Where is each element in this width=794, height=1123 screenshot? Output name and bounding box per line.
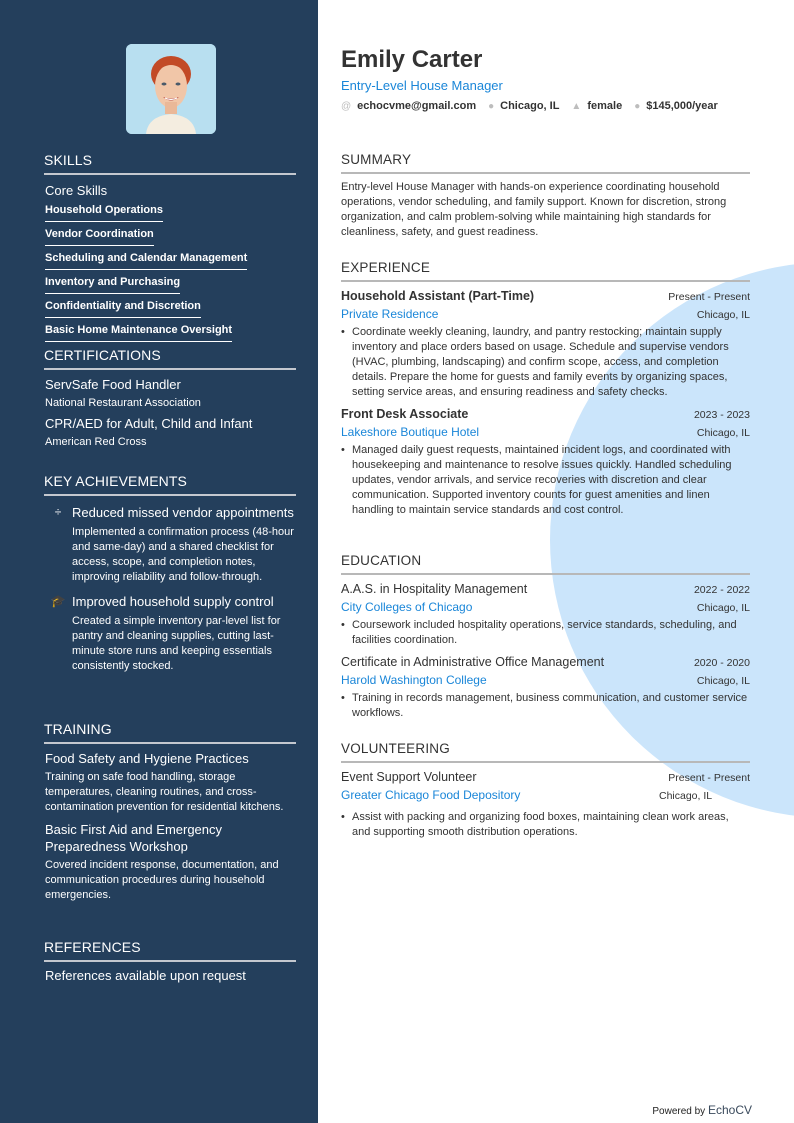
- certifications-section: [44, 347, 296, 448]
- skill-tag: Inventory and Purchasing: [45, 272, 180, 294]
- entry-title: Household Assistant (Part-Time): [341, 289, 535, 303]
- footer: [652, 1103, 752, 1117]
- candidate-name: Emily Carter: [341, 46, 483, 73]
- entry-bullet: • Coursework included hospitality operations, service standards, scheduling, and facilities coordination.: [341, 619, 737, 646]
- volunteering-section: [341, 741, 750, 840]
- skill-tag: Confidentiality and Discretion: [45, 296, 201, 318]
- contact-row: [341, 100, 730, 112]
- certification-org: National Restaurant Association: [45, 397, 201, 409]
- contact-email: echocvme@gmail.com: [357, 100, 477, 112]
- experience-heading: EXPERIENCE: [341, 260, 750, 282]
- entry-bullet: • Training in records management, business communication, and customer service workflows.: [341, 692, 748, 719]
- entry-title: A.A.S. in Hospitality Management: [341, 582, 528, 596]
- education-section: [341, 553, 750, 721]
- at-icon: @: [341, 100, 352, 112]
- achievement-item: [44, 504, 296, 585]
- training-title: Basic First Aid and Emergency Preparedness Workshop: [45, 822, 223, 854]
- entry-org: Lakeshore Boutique Hotel: [341, 425, 480, 439]
- volunteering-heading: VOLUNTEERING: [341, 741, 750, 763]
- divide-icon: ÷: [54, 505, 62, 519]
- achievement-title: Improved household supply control: [72, 594, 274, 609]
- training-desc: Covered incident response, documentation, and communication procedures during household emergencies.: [45, 859, 279, 901]
- volunteering-entry: [341, 770, 750, 840]
- skill-tag: Household Operations: [45, 200, 163, 222]
- training-heading: TRAINING: [44, 721, 296, 744]
- entry-dates: 2022 - 2022: [693, 584, 750, 596]
- summary-heading: SUMMARY: [341, 152, 750, 174]
- profile-photo: [126, 44, 216, 134]
- achievements-section: [44, 473, 296, 674]
- entry-org: Greater Chicago Food Depository: [341, 788, 521, 802]
- references-section: [44, 939, 296, 983]
- entry-org: Private Residence: [341, 307, 439, 321]
- achievement-desc: Implemented a confirmation process (48-hour and same-day) and a shared checklist for access, scope, and completion notes, improving reliability and follow-through.: [72, 526, 294, 583]
- contact-location: Chicago, IL: [500, 100, 560, 112]
- dollar-coin-icon: ●: [634, 100, 641, 112]
- references-heading: REFERENCES: [44, 939, 296, 962]
- achievement-title: Reduced missed vendor appointments: [72, 505, 294, 520]
- brand-link[interactable]: EchoCV: [707, 1103, 752, 1117]
- profile-photo-icon: [126, 44, 216, 134]
- powered-by-label: Powered by: [652, 1106, 706, 1117]
- contact-gender: female: [587, 100, 623, 112]
- training-desc: Training on safe food handling, storage temperatures, cleaning routines, and cross-contamination prevention for residential kitchens.: [45, 771, 284, 813]
- entry-title: Certificate in Administrative Office Management: [341, 655, 605, 669]
- entry-location: Chicago, IL: [696, 602, 750, 614]
- entry-dates: 2023 - 2023: [693, 409, 750, 421]
- graduation-cap-icon: 🎓: [50, 594, 66, 608]
- entry-location: Chicago, IL: [659, 790, 713, 802]
- entry-dates: Present - Present: [668, 772, 750, 784]
- entry-location: Chicago, IL: [696, 675, 750, 687]
- person-icon: ▲: [571, 100, 582, 112]
- skills-heading: SKILLS: [44, 152, 296, 175]
- entry-org: Harold Washington College: [341, 673, 487, 687]
- entry-title: Event Support Volunteer: [341, 770, 477, 784]
- skill-tag: Scheduling and Calendar Management: [45, 248, 247, 270]
- achievement-item: [44, 593, 296, 674]
- entry-org: City Colleges of Chicago: [341, 600, 473, 614]
- entry-bullet: • Managed daily guest requests, maintained incident logs, and coordinated with housekeeping and maintenance to resolve issues quickly. Handled scheduling updates, vendor arrivals, and service recoveries with discretion and clear communication. Supported inventory counts for guest amenities and linen handling to maintain service standards and cost control.: [341, 444, 732, 516]
- summary-section: [341, 152, 750, 240]
- skill-tag: Vendor Coordination: [45, 224, 154, 246]
- achievements-heading: KEY ACHIEVEMENTS: [44, 473, 296, 496]
- references-text: References available upon request: [45, 968, 246, 983]
- skills-list: [45, 198, 296, 342]
- skill-tag: Basic Home Maintenance Oversight: [45, 320, 232, 342]
- certification-org: American Red Cross: [45, 436, 147, 448]
- entry-dates: Present - Present: [668, 291, 750, 303]
- entry-title: Front Desk Associate: [341, 407, 469, 421]
- candidate-title: Entry-Level House Manager: [341, 78, 503, 93]
- experience-entry: [341, 407, 750, 518]
- education-heading: EDUCATION: [341, 553, 750, 575]
- achievement-desc: Created a simple inventory par-level list for pantry and cleaning supplies, cutting last-minute store runs and keeping essentials consistently stocked.: [72, 615, 281, 672]
- skills-section: [44, 152, 296, 342]
- summary-text: Entry-level House Manager with hands-on experience coordinating household operations, vendor scheduling, and family support. Known for discretion, strong organization, and calm problem-solving while maintaining high standards for cleanliness, safety, and guest readiness.: [341, 181, 727, 238]
- entry-bullet: • Assist with packing and organizing food boxes, maintaining clean work areas, and supporting smooth distribution operations.: [341, 811, 729, 838]
- entry-dates: 2020 - 2020: [693, 657, 750, 669]
- education-entry: [341, 655, 750, 721]
- entry-location: Chicago, IL: [696, 309, 750, 321]
- experience-section: [341, 260, 750, 518]
- entry-bullet: • Coordinate weekly cleaning, laundry, and pantry restocking; maintain supply inventory and place orders based on usage. Schedule and supervise vendors (HVAC, plumbing, landscaping) and confirm scope, access, and completion details. Prepare the home for guests and family events by organizing spaces, setting service areas, and ensuring readiness and safety checks.: [341, 326, 729, 398]
- entry-location: Chicago, IL: [696, 427, 750, 439]
- experience-entry: [341, 289, 750, 400]
- certification-name: CPR/AED for Adult, Child and Infant: [45, 416, 253, 431]
- skills-group-label: Core Skills: [45, 183, 108, 198]
- sidebar: [0, 0, 318, 1123]
- training-section: [44, 721, 296, 903]
- training-title: Food Safety and Hygiene Practices: [45, 751, 249, 766]
- contact-salary: $145,000/year: [646, 100, 718, 112]
- education-entry: [341, 582, 750, 648]
- certifications-heading: CERTIFICATIONS: [44, 347, 296, 370]
- location-pin-icon: ●: [488, 100, 495, 112]
- certification-name: ServSafe Food Handler: [45, 377, 181, 392]
